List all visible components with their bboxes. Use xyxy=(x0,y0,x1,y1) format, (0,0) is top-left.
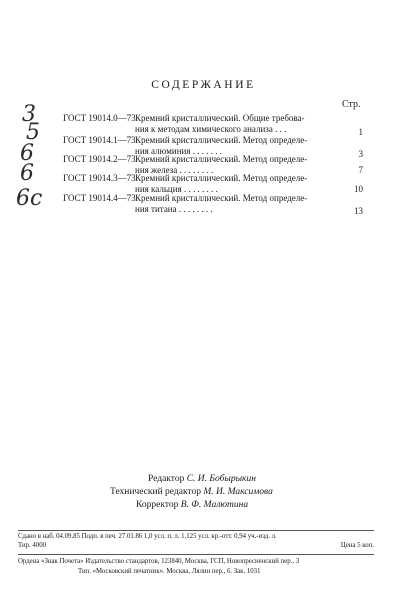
handwritten-note: 6 xyxy=(20,161,34,186)
entry-description: Кремний кристаллический. Общие требова- ния к методам химического анализа . . . xyxy=(135,113,305,134)
page-number: 13 xyxy=(354,206,363,216)
credit-name: В. Ф. Малютина xyxy=(180,500,249,510)
standard-code: ГОСТ 19014.1—73 xyxy=(63,135,136,145)
entry-description: Кремний кристаллический. Метод определе- ния железа . . . . . . . . xyxy=(135,154,308,175)
credit-name: С. И. Бобырыкин xyxy=(186,474,256,484)
imprint-line: Сдано в наб. 04.09.85 Подп. в печ. 27.01.86 1,0 усл. п. л. 1,125 усл. кр.-отт. 0,94 уч.-изд. л. xyxy=(18,533,277,540)
standard-code: ГОСТ 19014.0—73 xyxy=(63,113,136,123)
standard-code: ГОСТ 19014.2—73 xyxy=(63,154,136,164)
entry-description: Кремний кристаллический. Метод определе- ния алюминия . . . . . . . xyxy=(135,135,308,156)
handwritten-note: 6 xyxy=(20,141,34,166)
credit-name: М. И. Максимова xyxy=(203,487,273,497)
publisher-block xyxy=(18,557,374,576)
page-number: 3 xyxy=(358,149,363,159)
imprint-price: Цена 5 коп. xyxy=(340,541,374,549)
divider xyxy=(18,530,374,531)
imprint-tirazh: Тир. 4000 xyxy=(18,541,47,549)
handwritten-note: 3 xyxy=(22,102,36,127)
printer-line: Тип. «Московский печатник». Москва, Лялин пер., 6. Зак. 1031 xyxy=(78,567,261,575)
page-column-label: Стр. xyxy=(342,99,361,110)
page-number: 7 xyxy=(358,165,363,175)
imprint-block xyxy=(18,533,374,551)
page-title: СОДЕРЖАНИЕ xyxy=(151,79,256,91)
standard-code: ГОСТ 19014.3—73 xyxy=(63,173,136,183)
credit-proofreader: Корректор В. Ф. Малютина xyxy=(136,500,249,510)
divider xyxy=(18,554,374,555)
handwritten-note: 5 xyxy=(26,120,40,145)
credit-editor: Редактор С. И. Бобырыкин xyxy=(148,474,256,484)
standard-code: ГОСТ 19014.4—73 xyxy=(63,193,136,203)
handwritten-note: 6с xyxy=(16,186,43,211)
entry-description: Кремний кристаллический. Метод определе- ния кальция . . . . . . . . xyxy=(135,173,308,194)
publisher-line: Ордена «Знак Почета» Издательство стандартов, 123840, Москва, ГСП, Новопресненский пер., 3 xyxy=(18,558,300,565)
entry-description: Кремний кристаллический. Метод определе- ния титана . . . . . . . . xyxy=(135,193,308,214)
page-number: 10 xyxy=(354,184,363,194)
page-number: 1 xyxy=(358,127,363,137)
credit-tech-editor: Технический редактор М. И. Максимова xyxy=(110,487,273,497)
